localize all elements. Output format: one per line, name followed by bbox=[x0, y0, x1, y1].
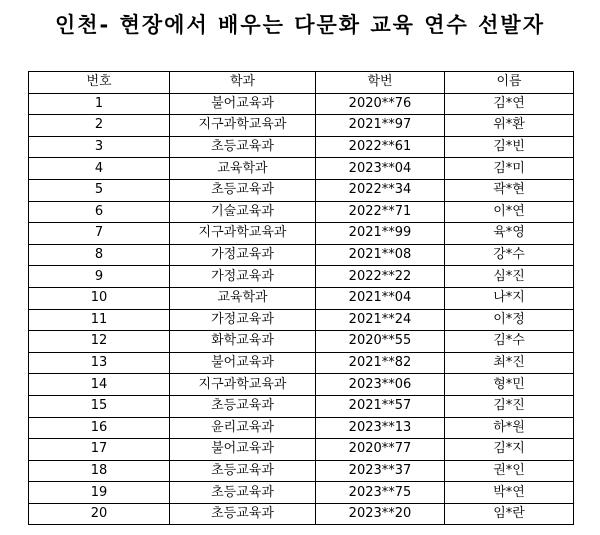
cell-department: 기술교육과 bbox=[170, 201, 316, 223]
table-row bbox=[29, 266, 574, 288]
cell-number: 3 bbox=[29, 136, 170, 158]
cell-name: 권*인 bbox=[445, 460, 574, 482]
cell-student-id: 2021**24 bbox=[316, 309, 445, 331]
cell-department: 지구과학교육과 bbox=[170, 223, 316, 245]
cell-name: 최*진 bbox=[445, 352, 574, 374]
cell-name: 김*진 bbox=[445, 395, 574, 417]
cell-number: 9 bbox=[29, 266, 170, 288]
cell-number: 4 bbox=[29, 158, 170, 180]
cell-student-id: 2020**55 bbox=[316, 331, 445, 353]
table-row bbox=[29, 93, 574, 115]
cell-student-id: 2021**57 bbox=[316, 395, 445, 417]
header-name: 이름 bbox=[445, 72, 574, 94]
cell-department: 초등교육과 bbox=[170, 503, 316, 525]
cell-number: 2 bbox=[29, 115, 170, 137]
table-row bbox=[29, 352, 574, 374]
table-row bbox=[29, 395, 574, 417]
table-row bbox=[29, 287, 574, 309]
cell-student-id: 2021**97 bbox=[316, 115, 445, 137]
cell-department: 불어교육과 bbox=[170, 352, 316, 374]
cell-name: 심*진 bbox=[445, 266, 574, 288]
cell-student-id: 2023**75 bbox=[316, 482, 445, 504]
cell-department: 초등교육과 bbox=[170, 460, 316, 482]
cell-name: 박*연 bbox=[445, 482, 574, 504]
selectee-table bbox=[28, 71, 574, 525]
cell-department: 초등교육과 bbox=[170, 482, 316, 504]
table-row bbox=[29, 223, 574, 245]
cell-department: 초등교육과 bbox=[170, 395, 316, 417]
cell-number: 13 bbox=[29, 352, 170, 374]
table-row bbox=[29, 482, 574, 504]
cell-student-id: 2022**71 bbox=[316, 201, 445, 223]
table-header-row bbox=[29, 72, 574, 94]
cell-name: 곽*현 bbox=[445, 179, 574, 201]
table-row bbox=[29, 331, 574, 353]
table-row bbox=[29, 439, 574, 461]
cell-number: 16 bbox=[29, 417, 170, 439]
cell-number: 8 bbox=[29, 244, 170, 266]
cell-department: 교육학과 bbox=[170, 158, 316, 180]
cell-department: 지구과학교육과 bbox=[170, 374, 316, 396]
table-row bbox=[29, 460, 574, 482]
cell-department: 가정교육과 bbox=[170, 309, 316, 331]
table-body bbox=[29, 93, 574, 525]
cell-department: 초등교육과 bbox=[170, 136, 316, 158]
cell-number: 15 bbox=[29, 395, 170, 417]
cell-number: 11 bbox=[29, 309, 170, 331]
cell-name: 김*지 bbox=[445, 439, 574, 461]
cell-number: 10 bbox=[29, 287, 170, 309]
cell-student-id: 2023**04 bbox=[316, 158, 445, 180]
cell-name: 이*연 bbox=[445, 201, 574, 223]
cell-number: 6 bbox=[29, 201, 170, 223]
cell-name: 김*미 bbox=[445, 158, 574, 180]
cell-name: 김*수 bbox=[445, 331, 574, 353]
cell-number: 5 bbox=[29, 179, 170, 201]
cell-number: 17 bbox=[29, 439, 170, 461]
table-row bbox=[29, 244, 574, 266]
cell-name: 강*수 bbox=[445, 244, 574, 266]
cell-department: 교육학과 bbox=[170, 287, 316, 309]
cell-name: 형*민 bbox=[445, 374, 574, 396]
table-row bbox=[29, 374, 574, 396]
cell-name: 김*연 bbox=[445, 93, 574, 115]
cell-student-id: 2023**06 bbox=[316, 374, 445, 396]
cell-department: 불어교육과 bbox=[170, 439, 316, 461]
table-row bbox=[29, 201, 574, 223]
cell-department: 가정교육과 bbox=[170, 266, 316, 288]
cell-name: 이*정 bbox=[445, 309, 574, 331]
cell-student-id: 2022**61 bbox=[316, 136, 445, 158]
cell-student-id: 2023**20 bbox=[316, 503, 445, 525]
header-number: 번호 bbox=[29, 72, 170, 94]
cell-student-id: 2022**34 bbox=[316, 179, 445, 201]
cell-department: 초등교육과 bbox=[170, 179, 316, 201]
cell-student-id: 2023**13 bbox=[316, 417, 445, 439]
cell-student-id: 2020**76 bbox=[316, 93, 445, 115]
table-row bbox=[29, 136, 574, 158]
cell-student-id: 2023**37 bbox=[316, 460, 445, 482]
cell-name: 나*지 bbox=[445, 287, 574, 309]
table-row bbox=[29, 115, 574, 137]
cell-number: 14 bbox=[29, 374, 170, 396]
cell-number: 7 bbox=[29, 223, 170, 245]
cell-student-id: 2021**82 bbox=[316, 352, 445, 374]
page-title: 인천- 현장에서 배우는 다문화 교육 연수 선발자 bbox=[54, 13, 545, 37]
cell-name: 김*빈 bbox=[445, 136, 574, 158]
cell-number: 12 bbox=[29, 331, 170, 353]
cell-name: 임*란 bbox=[445, 503, 574, 525]
table-row bbox=[29, 179, 574, 201]
cell-name: 육*영 bbox=[445, 223, 574, 245]
cell-student-id: 2021**08 bbox=[316, 244, 445, 266]
cell-number: 1 bbox=[29, 93, 170, 115]
cell-department: 지구과학교육과 bbox=[170, 115, 316, 137]
cell-student-id: 2022**22 bbox=[316, 266, 445, 288]
cell-number: 19 bbox=[29, 482, 170, 504]
cell-department: 가정교육과 bbox=[170, 244, 316, 266]
cell-number: 20 bbox=[29, 503, 170, 525]
table-row bbox=[29, 417, 574, 439]
cell-student-id: 2020**77 bbox=[316, 439, 445, 461]
cell-name: 하*원 bbox=[445, 417, 574, 439]
header-student-id: 학번 bbox=[316, 72, 445, 94]
cell-name: 위*환 bbox=[445, 115, 574, 137]
cell-department: 불어교육과 bbox=[170, 93, 316, 115]
cell-student-id: 2021**99 bbox=[316, 223, 445, 245]
cell-department: 화학교육과 bbox=[170, 331, 316, 353]
table-row bbox=[29, 309, 574, 331]
table-row bbox=[29, 158, 574, 180]
cell-student-id: 2021**04 bbox=[316, 287, 445, 309]
table-row bbox=[29, 503, 574, 525]
cell-number: 18 bbox=[29, 460, 170, 482]
header-department: 학과 bbox=[170, 72, 316, 94]
cell-department: 윤리교육과 bbox=[170, 417, 316, 439]
